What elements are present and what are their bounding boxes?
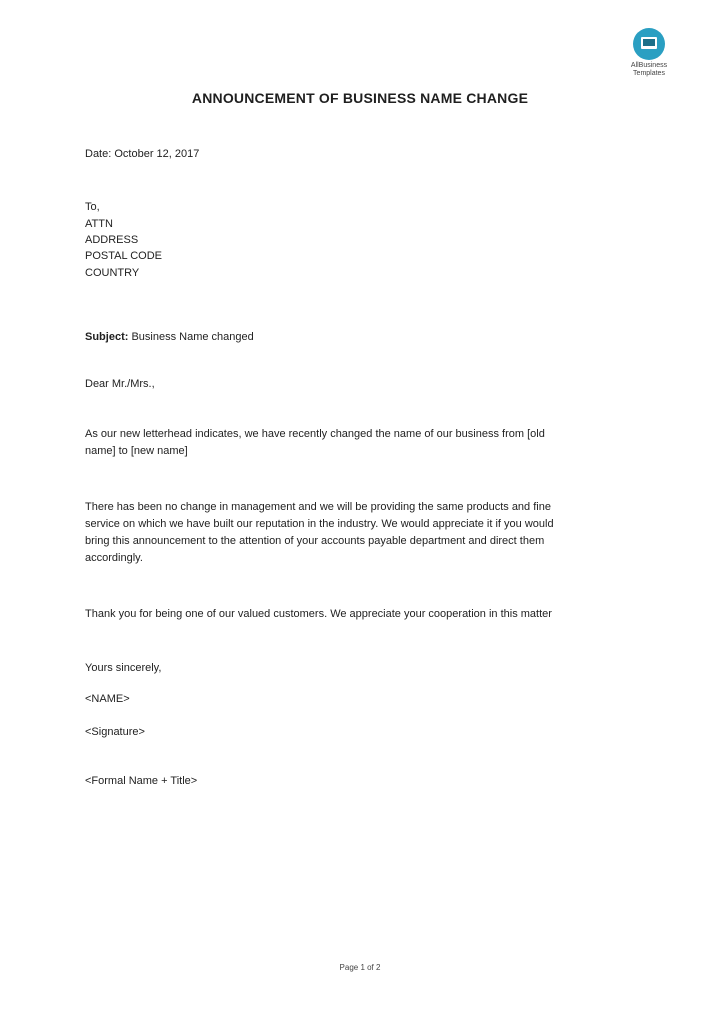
closing: Yours sincerely,: [85, 662, 162, 674]
paragraph-2-line: bring this announcement to the attention of your accounts payable department and direct them: [85, 535, 545, 547]
salutation: Dear Mr./Mrs.,: [85, 378, 155, 390]
paragraph-2-line: accordingly.: [85, 552, 143, 564]
subject-text: Business Name changed: [131, 331, 254, 343]
paragraph-2-line: There has been no change in management and we will be providing the same products and fine: [85, 501, 551, 513]
recipient-address: ADDRESS: [85, 234, 139, 246]
subject-line: [85, 329, 254, 346]
page-number: Page 1 of 2: [339, 963, 381, 972]
formal-name-placeholder: <Formal Name + Title>: [85, 775, 198, 787]
logo-text-line1: AllBusiness: [630, 62, 668, 69]
recipient-to: To,: [85, 201, 100, 213]
allbusiness-logo: [622, 28, 676, 78]
recipient-postal-code: POSTAL CODE: [85, 250, 163, 262]
paragraph-2-line: service on which we have built our reputation in the industry. We would appreciate it if you would: [85, 518, 554, 530]
logo-text-line2: Templates: [633, 70, 665, 77]
document-title: ANNOUNCEMENT OF BUSINESS NAME CHANGE: [191, 90, 529, 106]
signature-placeholder: <Signature>: [85, 726, 145, 738]
laptop-icon: [633, 28, 665, 60]
paragraph-1-line: name] to [new name]: [85, 445, 188, 457]
recipient-attn: ATTN: [85, 218, 113, 230]
subject-label: Subject:: [85, 331, 129, 343]
paragraph-3: Thank you for being one of our valued customers. We appreciate your cooperation in this matter: [85, 608, 552, 620]
recipient-country: COUNTRY: [85, 267, 140, 279]
letter-date: Date: October 12, 2017: [85, 148, 200, 160]
paragraph-1-line: As our new letterhead indicates, we have recently changed the name of our business from [old: [85, 428, 545, 440]
name-placeholder: <NAME>: [85, 693, 130, 705]
